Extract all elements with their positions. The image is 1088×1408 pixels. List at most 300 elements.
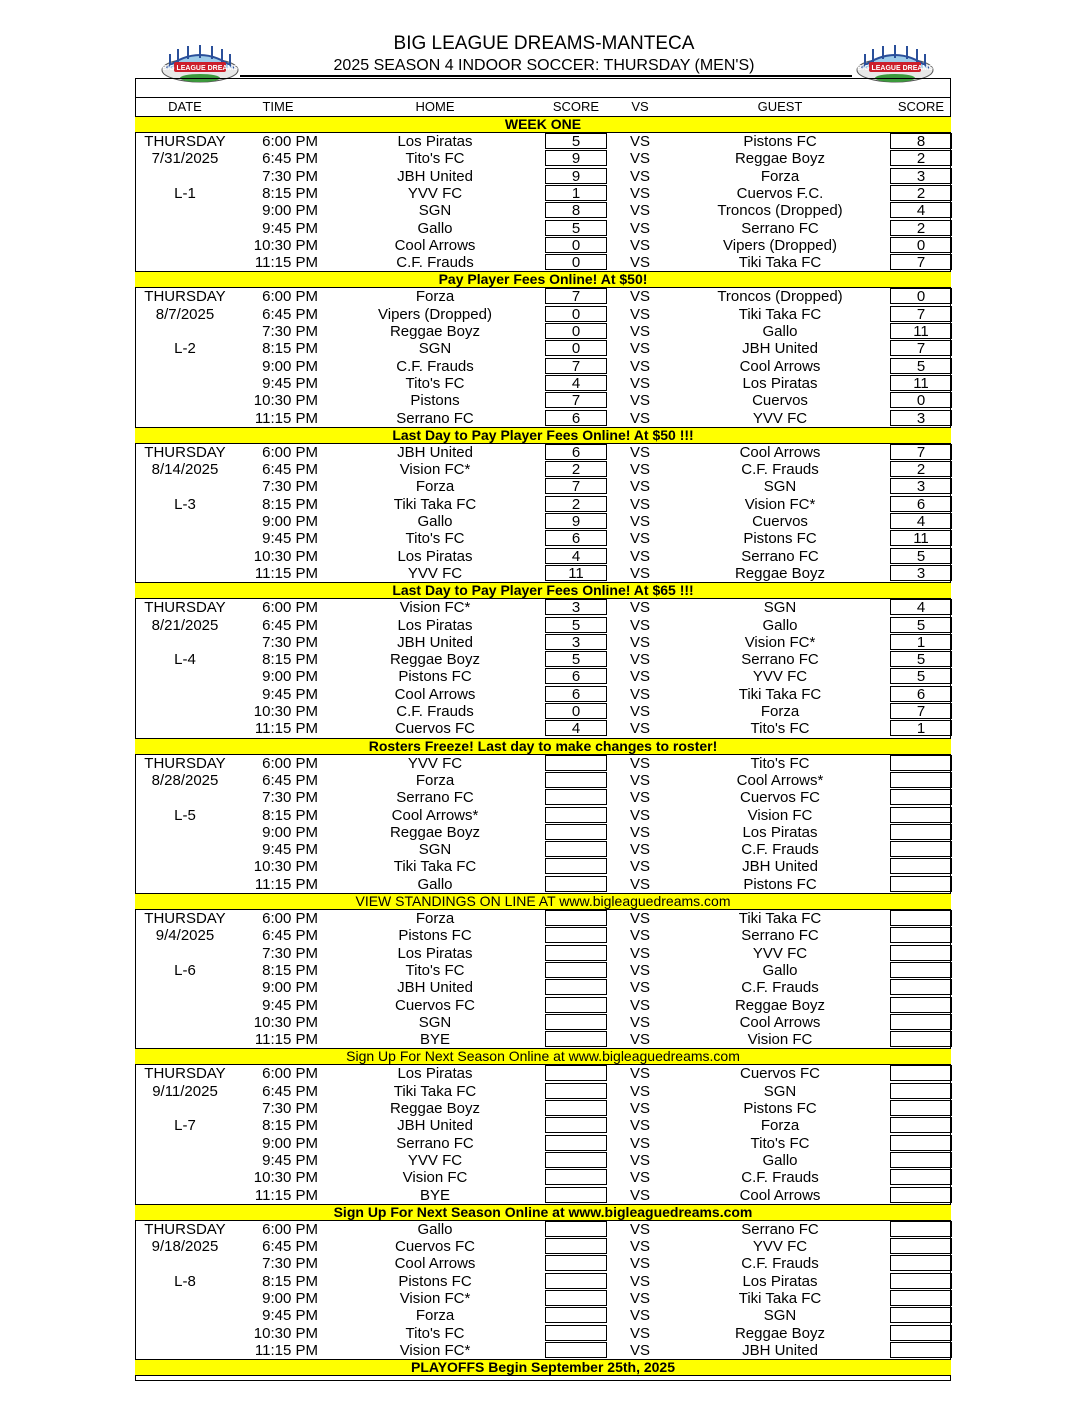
game-row — [135, 807, 951, 824]
home-team: Tito's FC — [405, 150, 465, 168]
guest-score: 0 — [890, 237, 952, 253]
game-time: 10:30 PM — [253, 858, 318, 876]
guest-team: Tito's FC — [750, 754, 810, 772]
home-score — [545, 979, 607, 995]
game-day: THURSDAY — [144, 910, 226, 927]
guest-team: Reggae Boyz — [734, 996, 826, 1014]
game-row — [135, 1100, 951, 1117]
game-row — [135, 720, 951, 737]
game-time: 6:00 PM — [262, 288, 318, 306]
home-score — [545, 1083, 607, 1099]
guest-team: C.F. Frauds — [741, 841, 819, 859]
home-score — [545, 1117, 607, 1133]
home-team: Gallo — [417, 219, 453, 237]
vs-label: VS — [629, 806, 650, 824]
guest-team: JBH United — [742, 1341, 818, 1359]
home-score — [545, 1290, 607, 1306]
guest-team: YVV FC — [752, 1238, 808, 1256]
guest-team: Tiki Taka FC — [738, 910, 822, 927]
guest-score — [890, 910, 952, 926]
game-row — [135, 150, 951, 167]
vs-label: VS — [629, 927, 650, 945]
guest-team: SGN — [763, 478, 797, 496]
guest-score: 7 — [890, 306, 952, 322]
page-title: BIG LEAGUE DREAMS-MANTECA — [393, 33, 695, 54]
game-date: 8/28/2025 — [151, 771, 219, 789]
vs-label: VS — [629, 1151, 650, 1169]
home-score — [545, 858, 607, 874]
game-row — [135, 789, 951, 806]
game-row — [135, 254, 951, 271]
guest-team: Cool Arrows — [739, 1013, 821, 1031]
home-team: YVV FC — [407, 184, 463, 202]
vs-label: VS — [629, 1065, 650, 1083]
home-score: 2 — [545, 461, 607, 477]
guest-team: Troncos (Dropped) — [717, 288, 843, 306]
home-score: 0 — [545, 306, 607, 322]
guest-team: Vision FC — [747, 806, 813, 824]
game-row — [135, 1255, 951, 1272]
game-time: 9:00 PM — [262, 357, 318, 375]
guest-score — [890, 755, 952, 771]
guest-team: SGN — [763, 1082, 797, 1100]
vs-label: VS — [629, 392, 650, 410]
guest-team: C.F. Frauds — [741, 979, 819, 997]
home-score — [545, 927, 607, 943]
guest-score: 7 — [890, 444, 952, 460]
game-row — [135, 133, 951, 150]
home-score — [545, 1135, 607, 1151]
game-day: THURSDAY — [144, 754, 226, 772]
home-score: 7 — [545, 392, 607, 408]
guest-team: Pistons FC — [743, 1100, 817, 1117]
home-score — [545, 1100, 607, 1116]
guest-score: 6 — [890, 496, 952, 512]
game-row — [135, 997, 951, 1014]
home-team: SGN — [418, 841, 452, 859]
home-team: Tiki Taka FC — [393, 495, 477, 513]
game-row — [135, 1221, 951, 1238]
game-date: 9/11/2025 — [152, 1082, 218, 1100]
home-score — [545, 1187, 607, 1203]
header-guest-score: SCORE — [897, 99, 945, 114]
home-team: Forza — [415, 910, 455, 927]
game-date: 8/14/2025 — [151, 461, 219, 479]
game-row — [135, 858, 951, 875]
page-subtitle: 2025 SEASON 4 INDOOR SOCCER: THURSDAY (MEN'S) — [333, 57, 755, 74]
guest-score — [890, 1255, 952, 1271]
home-score: 0 — [545, 323, 607, 339]
guest-score — [890, 1083, 952, 1099]
guest-score: 11 — [890, 375, 952, 391]
guest-score — [890, 1014, 952, 1030]
vs-label: VS — [629, 996, 650, 1014]
game-time: 9:45 PM — [262, 841, 318, 859]
guest-team: Tito's FC — [750, 720, 810, 738]
home-team: JBH United — [397, 633, 473, 651]
guest-team: SGN — [763, 1307, 797, 1325]
home-team: Reggae Boyz — [389, 323, 481, 340]
home-team: Los Piratas — [397, 616, 473, 634]
guest-team: Tito's FC — [750, 1134, 810, 1152]
vs-label: VS — [629, 841, 650, 859]
home-team: C.F. Frauds — [396, 703, 474, 720]
header-time: TIME — [262, 99, 294, 114]
guest-score: 7 — [890, 254, 952, 270]
guest-score — [890, 1152, 952, 1168]
home-score — [545, 1014, 607, 1030]
guest-score: 5 — [890, 358, 952, 374]
league-week: L-2 — [174, 340, 196, 358]
game-row — [135, 565, 951, 582]
home-score — [545, 789, 607, 805]
vs-label: VS — [629, 219, 650, 237]
game-time: 8:15 PM — [262, 184, 318, 202]
game-time: 10:30 PM — [253, 1013, 318, 1031]
home-score: 0 — [545, 254, 607, 270]
vs-label: VS — [629, 1324, 650, 1342]
home-score: 3 — [545, 599, 607, 615]
vs-label: VS — [629, 720, 650, 738]
home-score: 7 — [545, 288, 607, 304]
guest-team: Reggae Boyz — [734, 1324, 826, 1342]
vs-label: VS — [629, 668, 650, 686]
vs-label: VS — [629, 184, 650, 202]
league-week: L-5 — [174, 806, 196, 824]
guest-score: 3 — [890, 478, 952, 494]
home-team: Serrano FC — [396, 409, 474, 427]
vs-label: VS — [629, 409, 650, 427]
guest-score: 11 — [890, 530, 952, 546]
vs-label: VS — [629, 443, 650, 461]
home-team: Vision FC* — [399, 599, 471, 617]
vs-label: VS — [629, 823, 650, 841]
guest-team: Cool Arrows — [739, 357, 821, 375]
vs-label: VS — [629, 495, 650, 513]
guest-score — [890, 858, 952, 874]
home-team: Cuervos FC — [394, 720, 476, 738]
title-underline — [240, 75, 852, 77]
vs-label: VS — [629, 564, 650, 582]
week-banner: Sign Up For Next Season Online at www.bigleaguedreams.com — [135, 1204, 951, 1221]
vs-label: VS — [629, 1341, 650, 1359]
guest-team: Tiki Taka FC — [738, 305, 822, 323]
game-time: 11:15 PM — [254, 254, 318, 272]
home-score: 6 — [545, 686, 607, 702]
home-score: 4 — [545, 548, 607, 564]
home-team: Los Piratas — [397, 1065, 473, 1083]
header-date: DATE — [168, 99, 202, 114]
game-row — [135, 340, 951, 357]
guest-team: Los Piratas — [742, 374, 818, 392]
guest-team: Gallo — [762, 323, 798, 340]
home-score — [545, 807, 607, 823]
week-banner: VIEW STANDINGS ON LINE AT www.bigleaguedreams.com — [135, 893, 951, 910]
home-score: 4 — [545, 375, 607, 391]
guest-team: Gallo — [762, 961, 798, 979]
guest-team: JBH United — [742, 858, 818, 876]
game-time: 9:45 PM — [262, 1307, 318, 1325]
vs-label: VS — [629, 547, 650, 565]
game-time: 8:15 PM — [262, 651, 318, 669]
guest-team: JBH United — [742, 340, 818, 358]
guest-score: 7 — [890, 340, 952, 356]
game-row — [135, 1117, 951, 1134]
game-time: 11:15 PM — [254, 1341, 318, 1359]
vs-label: VS — [629, 1238, 650, 1256]
game-row — [135, 237, 951, 254]
home-team: Pistons — [410, 392, 460, 410]
week-banner: Rosters Freeze! Last day to make changes to roster! — [135, 738, 951, 755]
vs-label: VS — [629, 599, 650, 617]
game-time: 9:45 PM — [262, 1151, 318, 1169]
game-time: 9:45 PM — [262, 374, 318, 392]
home-team: Vision FC* — [399, 1290, 471, 1307]
guest-team: Tiki Taka FC — [738, 685, 822, 703]
game-row — [135, 1325, 951, 1342]
guest-team: Pistons FC — [743, 875, 817, 893]
home-team: Tiki Taka FC — [393, 858, 477, 876]
league-week: L-7 — [174, 1117, 196, 1135]
guest-team: Los Piratas — [742, 823, 818, 841]
game-day: THURSDAY — [144, 1220, 226, 1238]
guest-team: Tiki Taka FC — [738, 254, 822, 272]
guest-team: Cuervos FC — [739, 789, 821, 807]
game-time: 6:45 PM — [262, 305, 318, 323]
home-team: Tito's FC — [405, 961, 465, 979]
guest-score — [890, 1325, 952, 1341]
home-team: Tito's FC — [405, 374, 465, 392]
home-score: 5 — [545, 617, 607, 633]
home-team: Cuervos FC — [394, 1238, 476, 1256]
game-time: 6:00 PM — [262, 754, 318, 772]
vs-label: VS — [629, 254, 650, 272]
game-time: 9:00 PM — [262, 202, 318, 220]
guest-team: C.F. Frauds — [741, 461, 819, 479]
guest-team: Cuervos FC — [739, 1065, 821, 1083]
guest-score: 2 — [890, 185, 952, 201]
home-team: YVV FC — [407, 1151, 463, 1169]
game-row — [135, 755, 951, 772]
guest-team: YVV FC — [752, 668, 808, 686]
game-row — [135, 202, 951, 219]
guest-team: Serrano FC — [741, 1220, 819, 1238]
guest-score: 4 — [890, 513, 952, 529]
game-time: 9:45 PM — [262, 530, 318, 548]
guest-score: 2 — [890, 150, 952, 166]
header-home: HOME — [415, 99, 455, 114]
vs-label: VS — [629, 357, 650, 375]
vs-label: VS — [629, 167, 650, 185]
guest-team: Pistons FC — [743, 133, 817, 150]
game-row — [135, 910, 951, 927]
guest-team: Pistons FC — [743, 530, 817, 548]
guest-score — [890, 927, 952, 943]
home-score — [545, 824, 607, 840]
league-week: L-4 — [174, 651, 196, 669]
playoffs-banner: PLAYOFFS Begin September 25th, 2025 — [135, 1359, 951, 1376]
guest-score — [890, 1100, 952, 1116]
game-row — [135, 496, 951, 513]
game-time: 6:45 PM — [262, 927, 318, 945]
home-score: 5 — [545, 651, 607, 667]
game-row — [135, 876, 951, 893]
guest-score: 0 — [890, 392, 952, 408]
game-time: 9:00 PM — [262, 979, 318, 997]
guest-team: Troncos (Dropped) — [717, 202, 843, 220]
league-week: L-8 — [174, 1272, 196, 1290]
home-score: 11 — [545, 565, 607, 581]
home-team: Serrano FC — [396, 789, 474, 807]
game-time: 11:15 PM — [254, 875, 318, 893]
guest-team: Reggae Boyz — [734, 150, 826, 168]
vs-label: VS — [629, 910, 650, 927]
home-team: Tiki Taka FC — [393, 1082, 477, 1100]
home-score — [545, 876, 607, 892]
home-team: C.F. Frauds — [396, 357, 474, 375]
guest-team: Gallo — [762, 616, 798, 634]
home-score — [545, 841, 607, 857]
vs-label: VS — [629, 961, 650, 979]
game-time: 9:00 PM — [262, 513, 318, 530]
game-row — [135, 323, 951, 340]
home-team: BYE — [419, 1031, 450, 1049]
game-time: 9:45 PM — [262, 996, 318, 1014]
guest-team: Tiki Taka FC — [738, 1290, 822, 1307]
game-time: 7:30 PM — [262, 1100, 318, 1117]
vs-label: VS — [629, 530, 650, 548]
home-score: 3 — [545, 634, 607, 650]
home-team: JBH United — [397, 167, 473, 185]
game-time: 8:15 PM — [262, 961, 318, 979]
guest-score — [890, 1031, 952, 1047]
game-time: 9:45 PM — [262, 219, 318, 237]
guest-team: Forza — [760, 167, 800, 185]
home-score — [545, 772, 607, 788]
guest-score — [890, 1221, 952, 1237]
home-team: Gallo — [417, 513, 453, 530]
league-week: L-6 — [174, 961, 196, 979]
game-time: 6:00 PM — [262, 1220, 318, 1238]
home-score: 6 — [545, 530, 607, 546]
game-time: 9:00 PM — [262, 668, 318, 686]
home-team: Vision FC — [402, 1169, 468, 1187]
vs-label: VS — [629, 1186, 650, 1204]
guest-team: Los Piratas — [742, 1272, 818, 1290]
week-banner: Pay Player Fees Online! At $50! — [135, 271, 951, 288]
guest-score — [890, 1273, 952, 1289]
guest-score: 11 — [890, 323, 952, 339]
game-row — [135, 1014, 951, 1031]
guest-score: 5 — [890, 651, 952, 667]
header-home-score: SCORE — [552, 99, 600, 114]
guest-score — [890, 789, 952, 805]
vs-label: VS — [629, 685, 650, 703]
home-score: 0 — [545, 237, 607, 253]
home-score — [545, 1169, 607, 1185]
game-time: 11:15 PM — [254, 564, 318, 582]
week-banner: Last Day to Pay Player Fees Online! At $50 !!! — [135, 427, 951, 444]
logo-text-right: BIG LEAGUE DREAMS — [857, 65, 933, 72]
guest-team: Vipers (Dropped) — [723, 236, 837, 254]
game-day: THURSDAY — [144, 288, 226, 306]
guest-team: Cool Arrows — [739, 1186, 821, 1204]
game-time: 6:45 PM — [262, 1238, 318, 1256]
game-time: 9:45 PM — [262, 685, 318, 703]
home-team: Reggae Boyz — [389, 1100, 481, 1117]
guest-team: Cuervos — [752, 513, 808, 530]
vs-label: VS — [629, 150, 650, 168]
week-banner: Last Day to Pay Player Fees Online! At $65 !!! — [135, 582, 951, 599]
vs-label: VS — [629, 1031, 650, 1049]
vs-label: VS — [629, 771, 650, 789]
home-score: 1 — [545, 185, 607, 201]
game-time: 10:30 PM — [253, 703, 318, 720]
game-time: 7:30 PM — [262, 478, 318, 496]
game-time: 8:15 PM — [262, 495, 318, 513]
guest-score — [890, 1238, 952, 1254]
home-score — [545, 962, 607, 978]
game-day: THURSDAY — [144, 443, 226, 461]
game-time: 10:30 PM — [253, 1324, 318, 1342]
home-team: Gallo — [417, 1220, 453, 1238]
game-row — [135, 220, 951, 237]
home-score: 5 — [545, 133, 607, 149]
game-time: 9:00 PM — [262, 1290, 318, 1307]
game-row — [135, 306, 951, 323]
home-score: 5 — [545, 220, 607, 236]
table-top-bar — [135, 78, 951, 98]
game-date: 7/31/2025 — [151, 150, 219, 168]
guest-score — [890, 824, 952, 840]
week-banner: Sign Up For Next Season Online at www.bigleaguedreams.com — [135, 1048, 951, 1065]
column-header-row — [135, 98, 951, 115]
guest-score — [890, 841, 952, 857]
game-time: 6:45 PM — [262, 616, 318, 634]
guest-score — [890, 876, 952, 892]
vs-label: VS — [629, 633, 650, 651]
home-team: Serrano FC — [396, 1134, 474, 1152]
guest-score: 5 — [890, 548, 952, 564]
home-score — [545, 755, 607, 771]
guest-score: 5 — [890, 617, 952, 633]
vs-label: VS — [629, 1169, 650, 1187]
home-team: Forza — [415, 771, 455, 789]
vs-label: VS — [629, 1290, 650, 1307]
home-team: Tito's FC — [405, 1324, 465, 1342]
vs-label: VS — [629, 979, 650, 997]
home-score: 7 — [545, 478, 607, 494]
guest-score: 5 — [890, 668, 952, 684]
home-score — [545, 1325, 607, 1341]
home-score — [545, 945, 607, 961]
vs-label: VS — [629, 651, 650, 669]
home-team: Cool Arrows — [394, 236, 476, 254]
game-row — [135, 1169, 951, 1186]
vs-label: VS — [629, 1134, 650, 1152]
home-team: Forza — [415, 1307, 455, 1325]
home-score: 9 — [545, 513, 607, 529]
game-row — [135, 651, 951, 668]
home-team: Cuervos FC — [394, 996, 476, 1014]
guest-score: 1 — [890, 720, 952, 736]
home-team: Los Piratas — [397, 133, 473, 150]
header-guest: GUEST — [757, 99, 803, 114]
game-time: 11:15 PM — [254, 409, 318, 427]
home-score: 0 — [545, 340, 607, 356]
game-time: 6:00 PM — [262, 443, 318, 461]
game-time: 7:30 PM — [262, 323, 318, 340]
